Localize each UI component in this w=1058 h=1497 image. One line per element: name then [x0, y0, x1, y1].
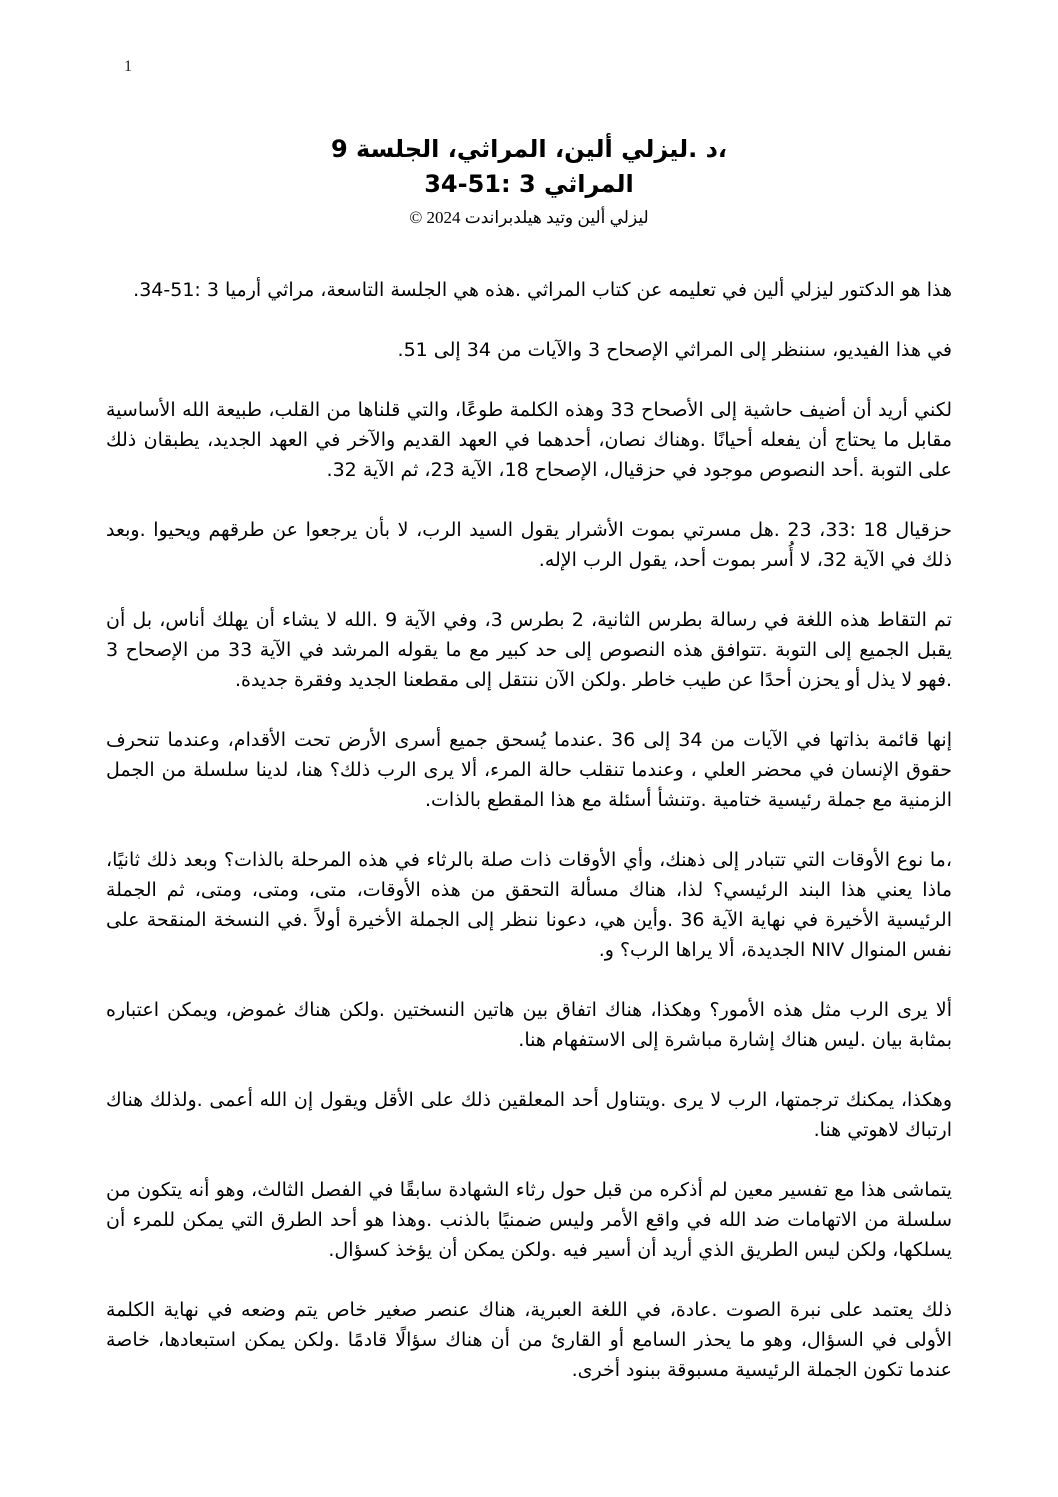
paragraph: تم التقاط هذه اللغة في رسالة بطرس الثانية، 2 بطرس 3، وفي الآية 9 .الله لا يشاء أن يهلك أناس، بل أن يقبل الجميع إلى التوبة .تتوافق هذه النصوص إلى حد كبير مع ما يقوله المرشد في الآية 33 من الإصحاح 3 .فهو لا يذل أو يحزن أحدًا عن طيب خاطر .ولكن الآن ننتقل إلى مقطعنا الجديد وفقرة جديدة.	[106, 609, 952, 691]
paragraph: إنها قائمة بذاتها في الآيات من 34 إلى 36 .عندما يُسحق جميع أسرى الأرض تحت الأقدام، وعندما تنحرف حقوق الإنسان في محضر العلي ، وعندما تنقلب حالة المرء، ألا يرى الرب ذلك؟ هنا، لدينا سلسلة من الجمل الزمنية مع جملة رئيسية ختامية .وتنشأ أسئلة مع هذا المقطع بالذات.	[106, 729, 952, 811]
paragraph: ذلك يعتمد على نبرة الصوت .عادة، في اللغة العبرية، هناك عنصر صغير خاص يتم وضعه في نهاية الكلمة الأولى في السؤال، وهو ما يحذر السامع أو القارئ من أن هناك سؤالًا قادمًا .ولكن يمكن استبعادها، خاصة عندما تكون الجملة الرئيسية مسبوقة ببنود أخرى.	[106, 1299, 952, 1381]
page-number: 1	[124, 58, 132, 75]
paragraph: وهكذا، يمكنك ترجمتها، الرب لا يرى .ويتناول أحد المعلقين ذلك على الأقل ويقول إن الله أعمى .ولذلك هناك ارتباك لاهوتي هنا.	[106, 1089, 952, 1141]
document-header	[106, 132, 952, 231]
paragraph: يتماشى هذا مع تفسير معين لم أذكره من قبل حول رثاء الشهادة سابقًا في الفصل الثالث، وهو أنه يتكون من سلسلة من الاتهامات ضد الله في واقع الأمر وليس ضمنيًا بالذنب .وهذا هو أحد الطرق التي يمكن للمرء أن يسلكها، ولكن ليس الطريق الذي أريد أن أسير فيه .ولكن يمكن أن يؤخذ كسؤال.	[106, 1179, 952, 1261]
paragraph: ألا يرى الرب مثل هذه الأمور؟ وهكذا، هناك اتفاق بين هاتين النسختين .ولكن هناك غموض، ويمكن اعتباره بمثابة بيان .ليس هناك إشارة مباشرة إلى الاستفهام هنا.	[106, 999, 952, 1051]
paragraph: ،ما نوع الأوقات التي تتبادر إلى ذهنك، وأي الأوقات ذات صلة بالرثاء في هذه المرحلة بالذات؟ وبعد ذلك ثانيًا، ماذا يعني هذا البند الرئيسي؟ لذا، هناك مسألة التحقق من هذه الأوقات، متى، ومتى، ومتى، ثم الجملة الرئيسية الأخيرة في نهاية الآية 36 .وأين هي، دعونا ننظر إلى الجملة الأخيرة أولاً .في النسخة المنقحة على نفس المنوال NIV الجديدة، ألا يراها الرب؟ و.	[106, 849, 952, 961]
document-title-line-1: ،د .ليزلي ألين، المراثي، الجلسة 9	[330, 135, 727, 163]
paragraph: لكني أريد أن أضيف حاشية إلى الأصحاح 33 وهذه الكلمة طوعًا، والتي قلناها من القلب، طبيعة الله الأساسية مقابل ما يحتاج أن يفعله أحيانًا .وهناك نصان، أحدهما في العهد القديم والآخر في العهد الجديد، يطبقان ذلك على التوبة .أحد النصوص موجود في حزقيال، الإصحاح 18، الآية 23، ثم الآية 32.	[106, 399, 953, 481]
copyright-line: ليزلي ألين وتيد هيلدبراندت 2024 ©	[409, 208, 649, 227]
paragraph: حزقيال 18 :33، 23 .هل مسرتي بموت الأشرار يقول السيد الرب، لا بأن يرجعوا عن طرقهم ويحيوا .وبعد ذلك في الآية 32، لا أُسر بموت أحد، يقول الرب الإله.	[106, 519, 952, 571]
transcript-body	[106, 275, 952, 1385]
document-title-line-2: المراثي 3 :51-34	[424, 170, 634, 198]
paragraph: هذا هو الدكتور ليزلي ألين في تعليمه عن كتاب المراثي .هذه هي الجلسة التاسعة، مراثي أرميا 3 :51-34.	[133, 279, 952, 301]
paragraph: في هذا الفيديو، سننظر إلى المراثي الإصحاح 3 والآيات من 34 إلى 51.	[397, 339, 952, 361]
